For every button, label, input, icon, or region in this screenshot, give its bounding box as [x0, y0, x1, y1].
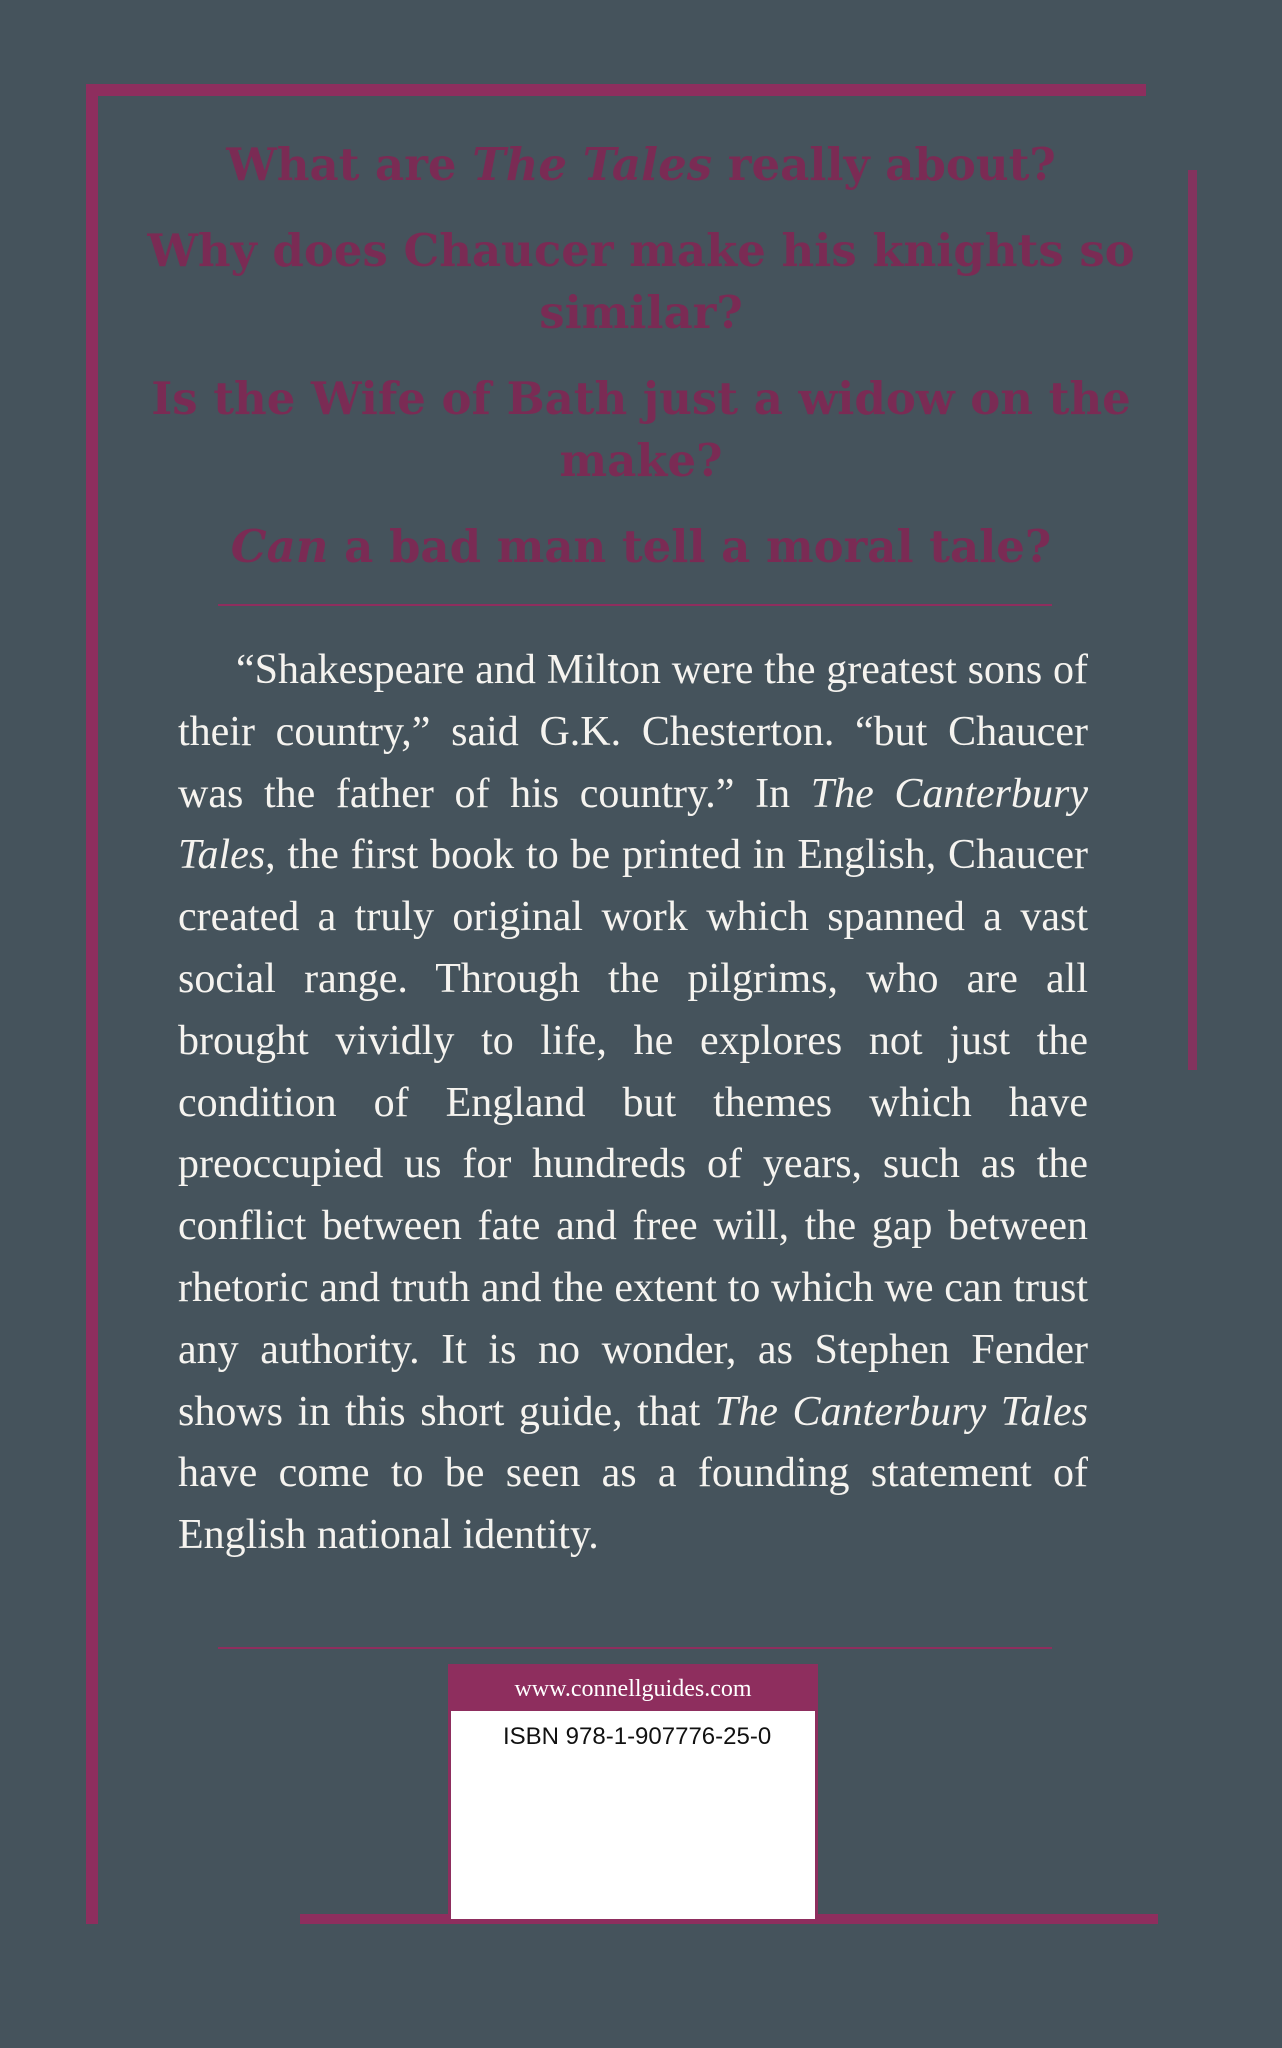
questions-block — [110, 134, 1172, 602]
frame-top-border — [86, 84, 1146, 96]
question-2: Why does Chaucer make his knights so similar? — [147, 224, 1135, 339]
question-3: Is the Wife of Bath just a widow on the make? — [151, 372, 1131, 487]
blurb-title-2: The Canterbury Tales — [714, 1388, 1088, 1435]
frame-right-border — [1188, 170, 1197, 1070]
top-divider — [218, 604, 1052, 606]
website-url: www.connellguides.com — [451, 1667, 815, 1711]
question-4: Can a bad man tell a moral tale? — [230, 520, 1052, 573]
barcode-box — [448, 1664, 818, 1922]
question-1: What are The Tales really about? — [226, 138, 1056, 191]
blurb-title-1: The Canterbury Tales — [178, 770, 1089, 879]
blurb-paragraph: “Shakespeare and Milton were the greatest sons of their country,” said G.K. Chesterton. “but Chaucer was the father of his country.” In The Canterbury Tales, the first book to be printed in English, Chaucer created a truly original work which spanned a vast social range. Through the pilgrims, who are all brought vividly to life, he explores not just the condition of England but themes which have preoccupied us for hundreds of years, such as the conflict between fate and free will, the gap between rhetoric and truth and the extent to which we can trust any authority. It is no wonder, as Stephen Fender shows in this short guide, that The Canterbury Tales have come to be seen as a founding statement of English national identity. — [178, 647, 1089, 1559]
bottom-divider — [218, 1647, 1052, 1649]
question-4-emphasis: Can — [230, 520, 329, 573]
isbn-number: ISBN 978-1-907776-25-0 — [503, 1723, 772, 1750]
frame-left-border — [86, 84, 98, 1924]
question-1-emphasis: The Tales — [472, 138, 713, 191]
